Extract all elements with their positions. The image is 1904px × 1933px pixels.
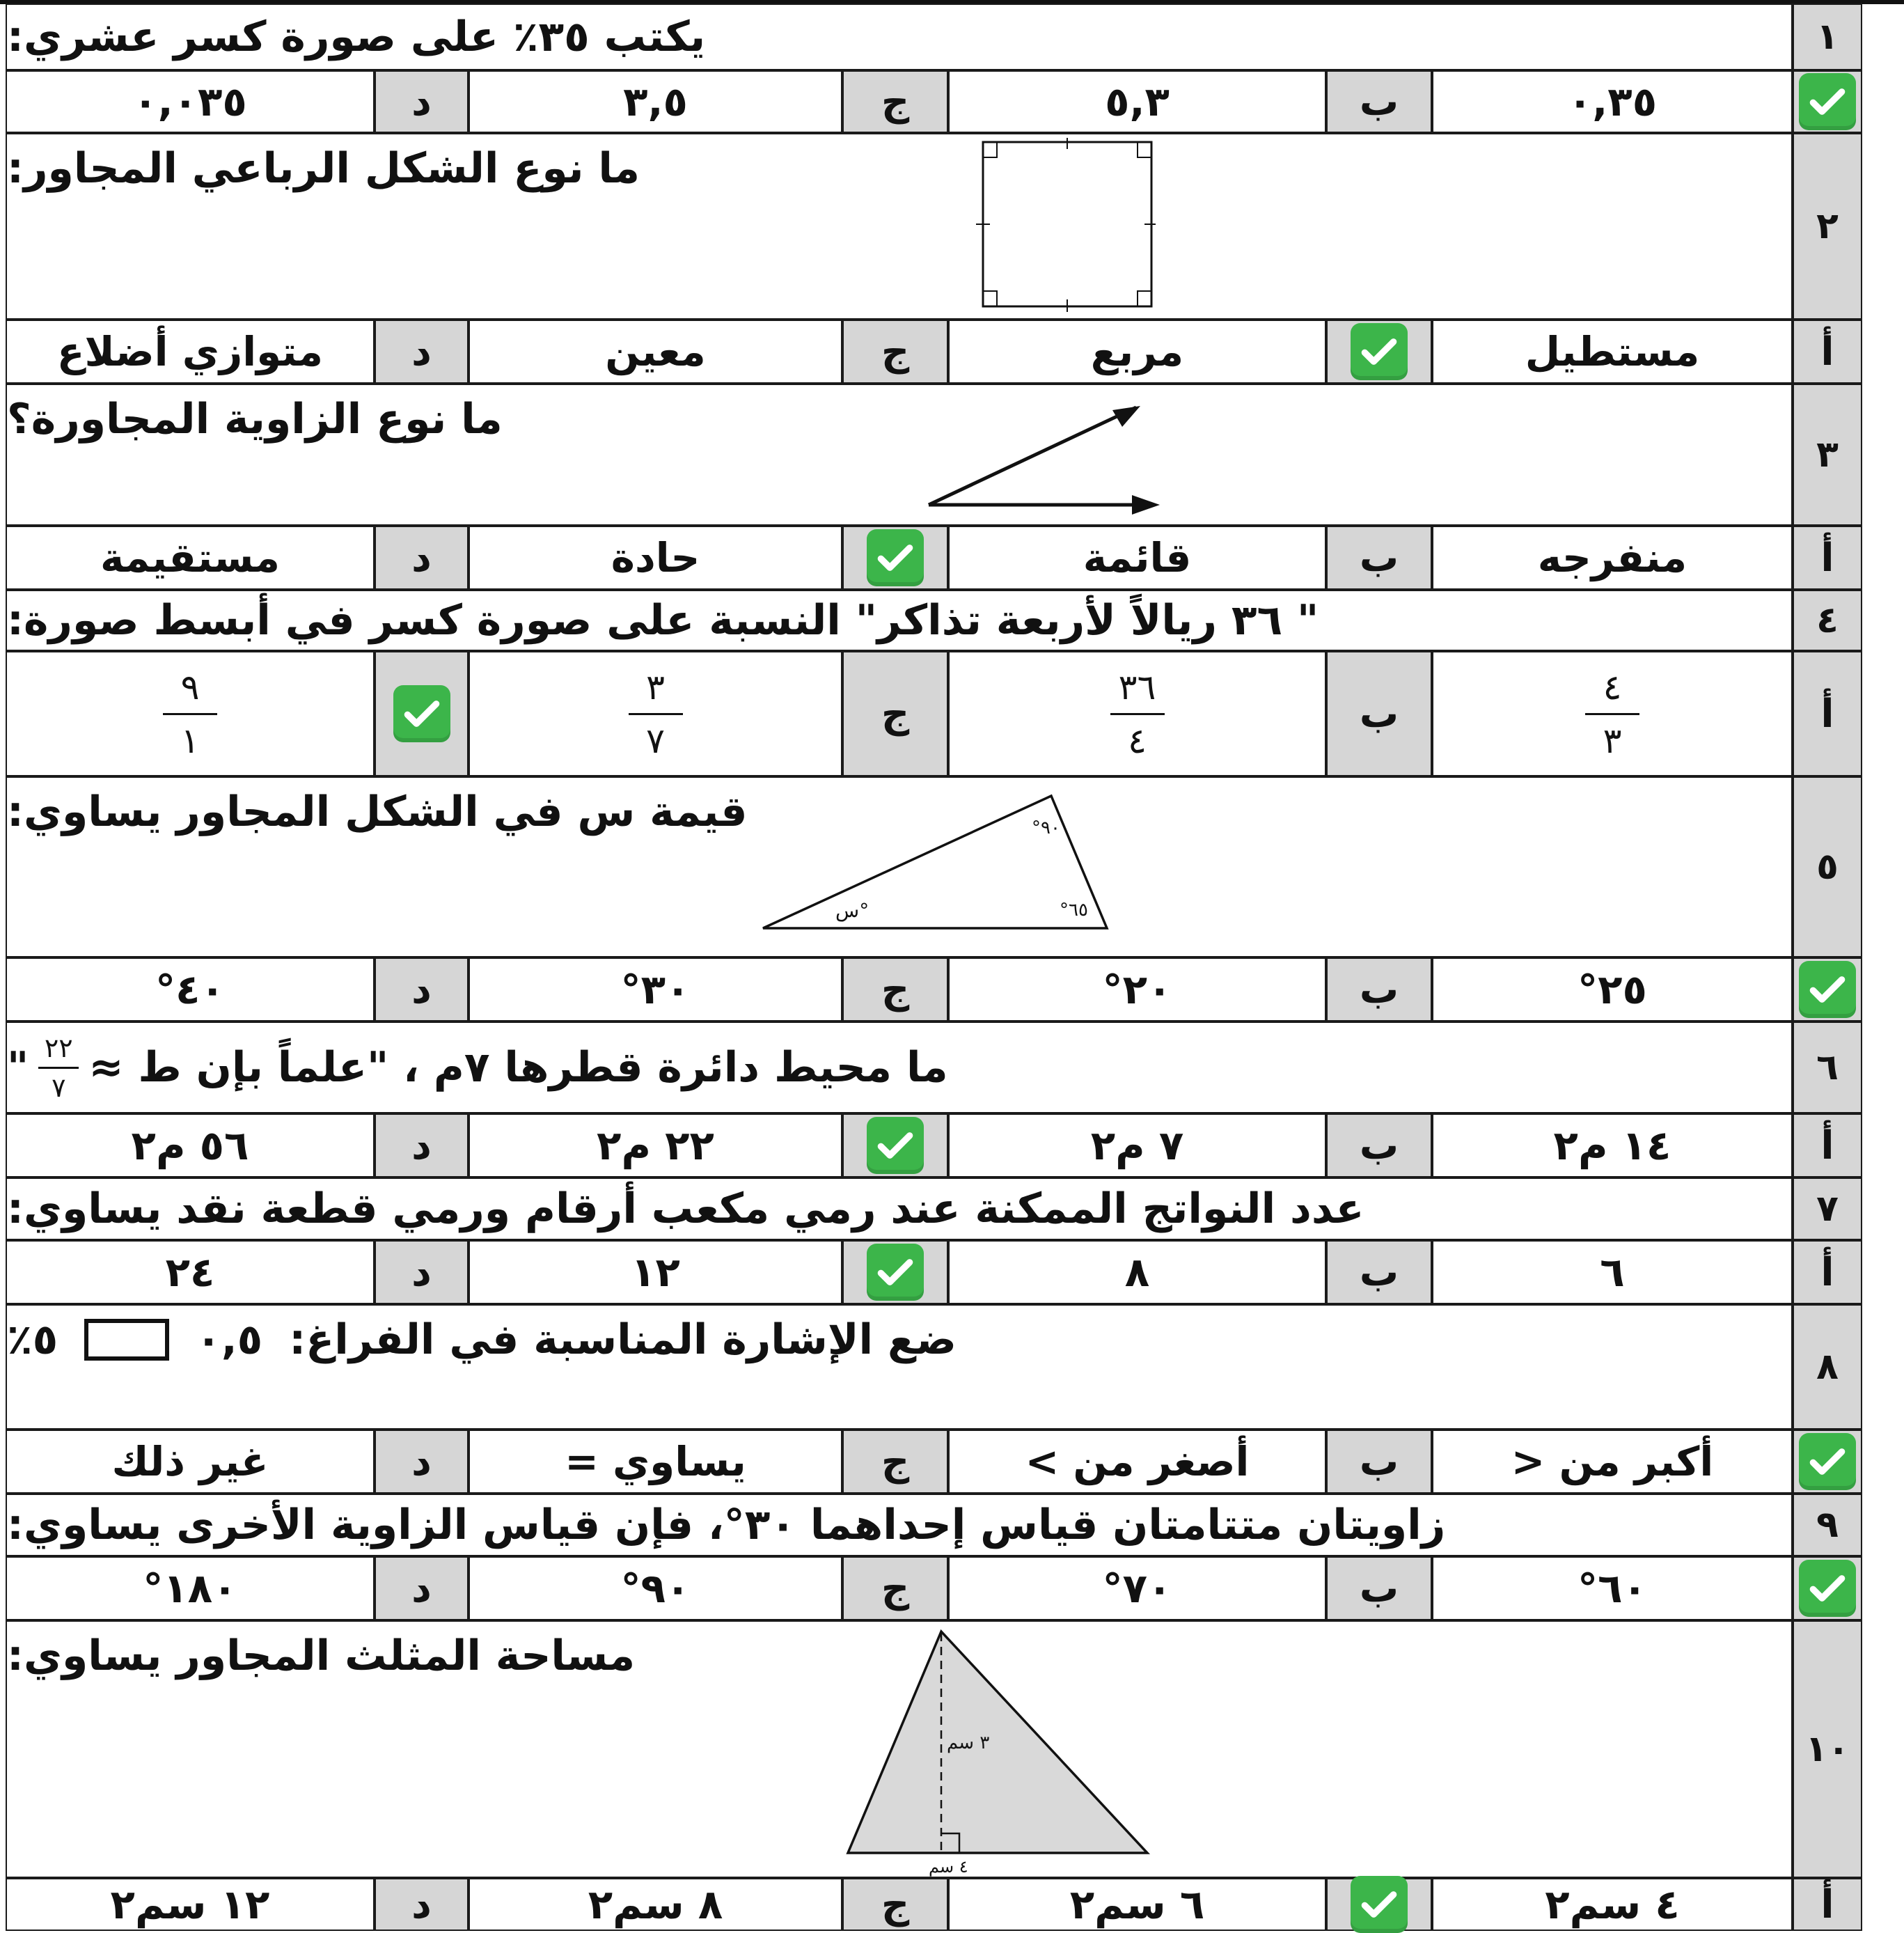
option-c-correct-marker — [842, 1240, 948, 1304]
option-c[interactable]: °٣٠ — [469, 957, 842, 1022]
numerator: ٣٦ — [1118, 666, 1156, 707]
option-c-letter: ج — [842, 651, 948, 776]
option-d[interactable]: ٥٦ م٢ — [6, 1113, 375, 1177]
right-value: ٥٪ — [7, 1315, 58, 1364]
question-number-1: ١ — [1793, 3, 1862, 70]
option-b[interactable]: مربع — [948, 320, 1326, 384]
option-d-letter: د — [375, 320, 469, 384]
question-number-4: ٤ — [1793, 590, 1862, 651]
question-8-prompt: ضع الإشارة المناسبة في الفراغ: — [289, 1315, 957, 1364]
option-c[interactable]: ١٢ — [469, 1240, 842, 1304]
option-a-letter: أ — [1793, 1878, 1862, 1931]
option-c-letter: ج — [842, 1556, 948, 1620]
question-text-2: ما نوع الشكل الرباعي المجاور: — [6, 133, 1793, 320]
question-number-9: ٩ — [1793, 1494, 1862, 1556]
option-b-letter: ب — [1326, 1556, 1432, 1620]
option-d[interactable]: °٤٠ — [6, 957, 375, 1022]
option-d-correct-marker — [375, 651, 469, 776]
option-c[interactable]: ٣,٥ — [469, 70, 842, 133]
square-figure — [975, 138, 1156, 312]
option-d[interactable]: ١٢ سم٢ — [6, 1878, 375, 1931]
check-icon — [1351, 1876, 1408, 1933]
numerator: ٤ — [1603, 666, 1622, 707]
fraction-bar — [163, 713, 217, 715]
option-c-letter: ج — [842, 70, 948, 133]
option-a[interactable]: > أكبر من — [1432, 1430, 1793, 1494]
check-icon — [393, 685, 450, 742]
denominator: ٣ — [1603, 720, 1622, 761]
option-d-letter: د — [375, 1113, 469, 1177]
option-b-letter: ب — [1326, 651, 1432, 776]
angle-label-left: س° — [835, 899, 870, 922]
option-d-letter: د — [375, 1556, 469, 1620]
question-number-3: ٣ — [1793, 384, 1862, 526]
option-b[interactable]: قائمة — [948, 526, 1326, 590]
option-d-letter: د — [375, 70, 469, 133]
question-number-8: ٨ — [1793, 1304, 1862, 1430]
question-text-6 — [6, 1022, 1793, 1113]
check-icon — [867, 529, 924, 586]
option-d[interactable]: °١٨٠ — [6, 1556, 375, 1620]
question-6-main: ما محيط دائرة قطرها ٧م ، "علماً بإن ط ≈ — [88, 1043, 948, 1092]
pi-fraction — [38, 1032, 79, 1103]
check-icon — [1799, 1433, 1856, 1490]
option-a[interactable]: ١٤ م٢ — [1432, 1113, 1793, 1177]
option-b[interactable]: °٧٠ — [948, 1556, 1326, 1620]
question-text-5: قيمة س في الشكل المجاور يساوي: — [6, 776, 1793, 957]
option-d-letter: د — [375, 1878, 469, 1931]
option-a[interactable]: °٢٥ — [1432, 957, 1793, 1022]
option-b-correct-marker — [1326, 320, 1432, 384]
option-c[interactable]: حادة — [469, 526, 842, 590]
fraction-bar — [629, 713, 683, 715]
option-c-correct-marker — [842, 526, 948, 590]
question-text-4: " ٣٦ ريالاً لأربعة تذاكر" النسبة على صورة كسر في أبسط صورة: — [6, 590, 1793, 651]
option-d-letter: د — [375, 1430, 469, 1494]
denominator: ٧ — [646, 720, 665, 761]
fraction — [163, 666, 217, 761]
fraction — [1585, 666, 1639, 761]
option-c[interactable] — [469, 651, 842, 776]
question-number-5: ٥ — [1793, 776, 1862, 957]
option-a[interactable]: منفرجه — [1432, 526, 1793, 590]
option-d[interactable] — [6, 651, 375, 776]
option-a-correct-marker — [1793, 1556, 1862, 1620]
option-d-letter: د — [375, 957, 469, 1022]
option-c-correct-marker — [842, 1113, 948, 1177]
denominator: ٤ — [1128, 720, 1147, 761]
option-a[interactable]: ٤ سم٢ — [1432, 1878, 1793, 1931]
option-b-letter: ب — [1326, 1240, 1432, 1304]
option-a[interactable]: ٠,٣٥ — [1432, 70, 1793, 133]
option-a-correct-marker — [1793, 70, 1862, 133]
option-b[interactable]: ٨ — [948, 1240, 1326, 1304]
option-d-letter: د — [375, 1240, 469, 1304]
numerator: ٢٢ — [44, 1032, 73, 1063]
option-a-letter: أ — [1793, 1113, 1862, 1177]
option-a-letter: أ — [1793, 651, 1862, 776]
option-d[interactable]: متوازي أضلاع — [6, 320, 375, 384]
option-c-letter: ج — [842, 1878, 948, 1931]
height-label: ٣ سم — [947, 1732, 990, 1753]
triangle-angles-figure — [759, 790, 1121, 937]
check-icon — [1799, 961, 1856, 1018]
option-b-letter: ب — [1326, 526, 1432, 590]
check-icon — [1799, 1560, 1856, 1617]
option-a[interactable] — [1432, 651, 1793, 776]
option-b[interactable]: < أصغر من — [948, 1430, 1326, 1494]
option-c[interactable]: ٢٢ م٢ — [469, 1113, 842, 1177]
option-c-letter: ج — [842, 320, 948, 384]
fraction — [629, 666, 683, 761]
option-d[interactable]: مستقيمة — [6, 526, 375, 590]
triangle-area-figure — [842, 1626, 1163, 1877]
question-number-6: ٦ — [1793, 1022, 1862, 1113]
option-a[interactable]: مستطيل — [1432, 320, 1793, 384]
option-b[interactable] — [948, 651, 1326, 776]
question-6-end: " — [7, 1043, 29, 1092]
acute-angle-figure — [919, 400, 1170, 519]
option-a[interactable]: °٦٠ — [1432, 1556, 1793, 1620]
question-text-8 — [6, 1304, 1793, 1430]
option-b[interactable]: °٢٠ — [948, 957, 1326, 1022]
option-b-letter: ب — [1326, 957, 1432, 1022]
option-b-correct-marker — [1326, 1878, 1432, 1931]
option-b-letter: ب — [1326, 70, 1432, 133]
option-c[interactable]: = يساوي — [469, 1430, 842, 1494]
denominator: ١ — [180, 720, 200, 761]
question-8-content — [7, 1315, 957, 1364]
question-text-9: زاويتان متتامتان قياس إحداهما ٣٠°، فإن قياس الزاوية الأخرى يساوي: — [6, 1494, 1793, 1556]
option-d[interactable]: ٢٤ — [6, 1240, 375, 1304]
angle-label-top: °٩٠ — [1032, 817, 1060, 838]
option-c[interactable]: °٩٠ — [469, 1556, 842, 1620]
option-a[interactable]: ٦ — [1432, 1240, 1793, 1304]
option-c-letter: ج — [842, 1430, 948, 1494]
check-icon — [1351, 323, 1408, 380]
question-text-1: يكتب ٣٥٪ على صورة كسر عشري: — [6, 3, 1793, 70]
option-a-letter: أ — [1793, 526, 1862, 590]
angle-label-right: °٦٥ — [1060, 900, 1088, 921]
option-b[interactable]: ٦ سم٢ — [948, 1878, 1326, 1931]
denominator: ٧ — [52, 1072, 66, 1103]
option-a-correct-marker — [1793, 957, 1862, 1022]
question-number-2: ٢ — [1793, 133, 1862, 320]
option-c[interactable]: ٨ سم٢ — [469, 1878, 842, 1931]
fraction-bar — [38, 1067, 79, 1069]
left-value: ٠,٥ — [196, 1315, 263, 1364]
question-text-7: عدد النواتج الممكنة عند رمي مكعب أرقام ورمي قطعة نقد يساوي: — [6, 1177, 1793, 1240]
base-label: ٤ سم — [929, 1857, 968, 1877]
option-a-correct-marker — [1793, 1430, 1862, 1494]
option-b[interactable]: ٥,٣ — [948, 70, 1326, 133]
option-c-letter: ج — [842, 957, 948, 1022]
fraction-bar — [1110, 713, 1165, 715]
option-a-letter: أ — [1793, 320, 1862, 384]
option-d[interactable]: غير ذلك — [6, 1430, 375, 1494]
option-d[interactable]: ٠,٠٣٥ — [6, 70, 375, 133]
question-text-3: ما نوع الزاوية المجاورة؟ — [6, 384, 1793, 526]
answer-blank[interactable] — [84, 1319, 169, 1361]
check-icon — [867, 1244, 924, 1301]
question-number-7: ٧ — [1793, 1177, 1862, 1240]
option-b-letter: ب — [1326, 1113, 1432, 1177]
fraction-bar — [1585, 713, 1639, 715]
check-icon — [867, 1117, 924, 1174]
option-d-letter: د — [375, 526, 469, 590]
fraction — [1110, 666, 1165, 761]
question-text-10: مساحة المثلث المجاور يساوي: — [6, 1620, 1793, 1878]
numerator: ٣ — [646, 666, 665, 707]
question-number-10: ١٠ — [1793, 1620, 1862, 1878]
option-a-letter: أ — [1793, 1240, 1862, 1304]
option-b[interactable]: ٧ م٢ — [948, 1113, 1326, 1177]
option-b-letter: ب — [1326, 1430, 1432, 1494]
numerator: ٩ — [180, 666, 200, 707]
option-c[interactable]: معين — [469, 320, 842, 384]
check-icon — [1799, 73, 1856, 130]
